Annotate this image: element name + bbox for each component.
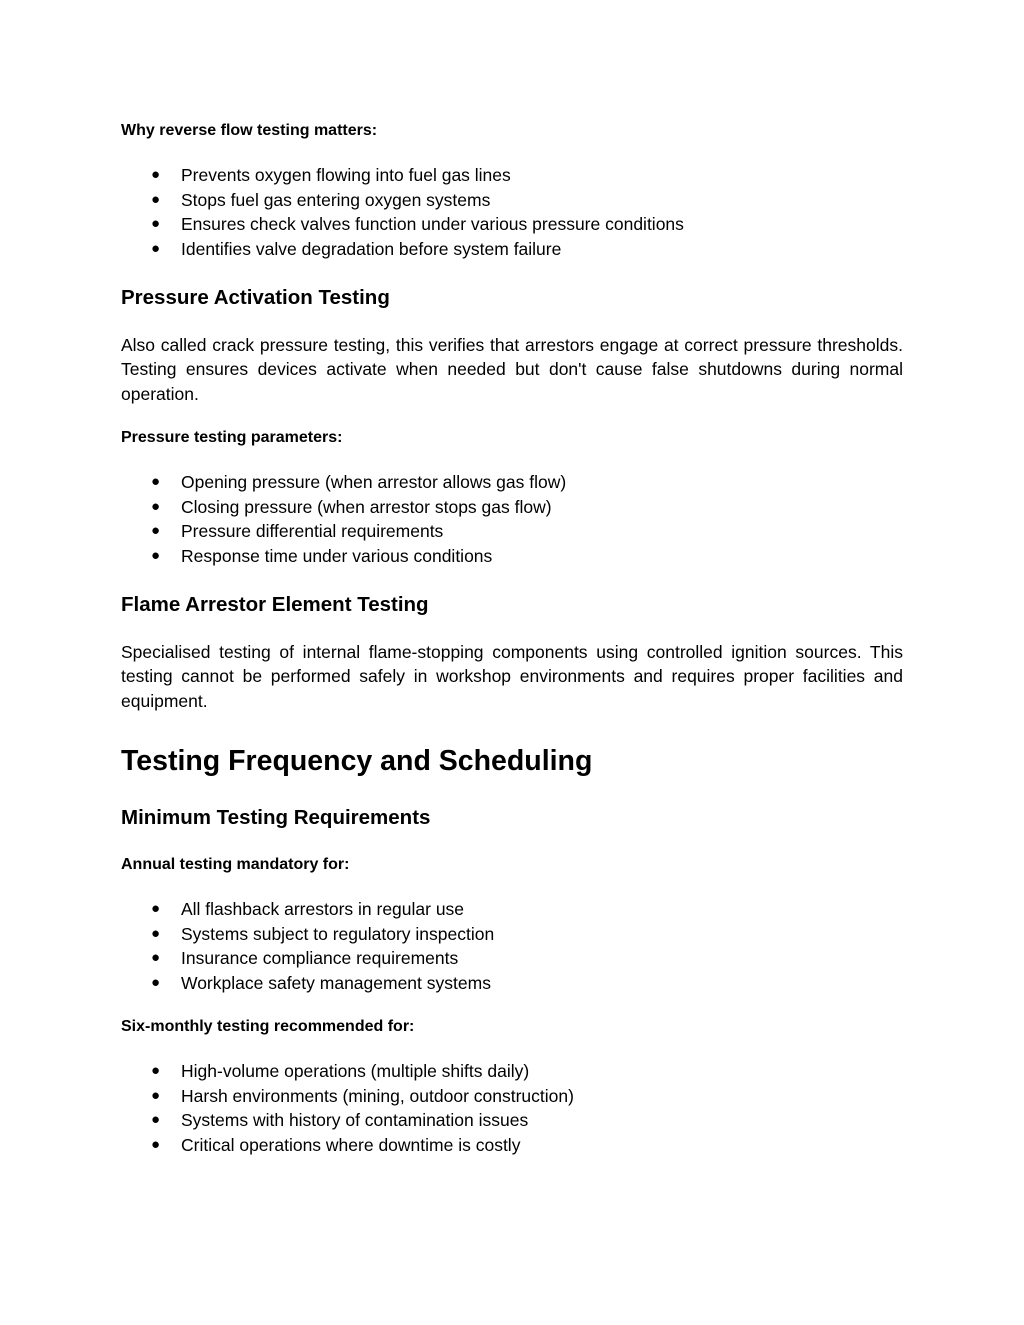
bullet-icon: ● bbox=[151, 1062, 161, 1079]
bullet-icon: ● bbox=[151, 473, 161, 490]
list-item: ● Systems with history of contamination issues bbox=[121, 1108, 903, 1133]
pressure-params-label: Pressure testing parameters: bbox=[121, 429, 343, 446]
bullet-icon: ● bbox=[151, 924, 161, 942]
list-item: ● High-volume operations (multiple shifts daily) bbox=[121, 1059, 903, 1084]
bullet-icon: ● bbox=[151, 949, 161, 966]
bullet-icon: ● bbox=[151, 239, 161, 257]
bullet-icon: ● bbox=[151, 215, 161, 232]
bullet-icon: ● bbox=[151, 1086, 161, 1104]
bullet-icon: ● bbox=[151, 1135, 161, 1153]
list-item: ● Stops fuel gas entering oxygen systems bbox=[121, 188, 903, 213]
list-item: ● Systems subject to regulatory inspection bbox=[121, 922, 903, 947]
list-item: ● Insurance compliance requirements bbox=[121, 946, 903, 971]
list-item: ● Pressure differential requirements bbox=[121, 519, 903, 544]
bullet-icon: ● bbox=[151, 522, 161, 539]
bullet-icon: ● bbox=[151, 1111, 161, 1128]
reverse-flow-list bbox=[121, 163, 903, 261]
pressure-activation-paragraph: Also called crack pressure testing, this verifies that arrestors engage at correct pressure thresholds. Testing ensures devices activate when needed but don't cause false shutdowns during normal operation. bbox=[121, 335, 903, 404]
list-item: ● Response time under various conditions bbox=[121, 544, 903, 569]
list-item: ● Ensures check valves function under various pressure conditions bbox=[121, 212, 903, 237]
list-item: ● Closing pressure (when arrestor stops gas flow) bbox=[121, 495, 903, 520]
bullet-icon: ● bbox=[151, 900, 161, 917]
six-monthly-list bbox=[121, 1059, 903, 1157]
annual-label: Annual testing mandatory for: bbox=[121, 856, 350, 873]
bullet-icon: ● bbox=[151, 166, 161, 183]
list-item: ● All flashback arrestors in regular use bbox=[121, 897, 903, 922]
frequency-heading: Testing Frequency and Scheduling bbox=[121, 745, 593, 777]
bullet-icon: ● bbox=[151, 190, 161, 208]
pressure-activation-heading: Pressure Activation Testing bbox=[121, 286, 390, 309]
list-item: ● Harsh environments (mining, outdoor construction) bbox=[121, 1084, 903, 1109]
bullet-icon: ● bbox=[151, 546, 161, 564]
bullet-icon: ● bbox=[151, 497, 161, 515]
list-item: ● Workplace safety management systems bbox=[121, 971, 903, 996]
flame-element-paragraph: Specialised testing of internal flame-stopping components using controlled ignition sources. This testing cannot be performed safely in workshop environments and requires proper facilities and equipment. bbox=[121, 642, 903, 711]
list-item: ● Prevents oxygen flowing into fuel gas lines bbox=[121, 163, 903, 188]
flame-element-heading: Flame Arrestor Element Testing bbox=[121, 593, 429, 616]
list-item: ● Identifies valve degradation before system failure bbox=[121, 237, 903, 262]
pressure-params-list bbox=[121, 470, 903, 568]
bullet-icon: ● bbox=[151, 973, 161, 991]
reverse-flow-label: Why reverse flow testing matters: bbox=[121, 122, 378, 139]
list-item: ● Opening pressure (when arrestor allows gas flow) bbox=[121, 470, 903, 495]
minimum-requirements-heading: Minimum Testing Requirements bbox=[121, 806, 431, 829]
list-item: ● Critical operations where downtime is costly bbox=[121, 1133, 903, 1158]
annual-list bbox=[121, 897, 903, 995]
six-monthly-label: Six-monthly testing recommended for: bbox=[121, 1018, 415, 1035]
